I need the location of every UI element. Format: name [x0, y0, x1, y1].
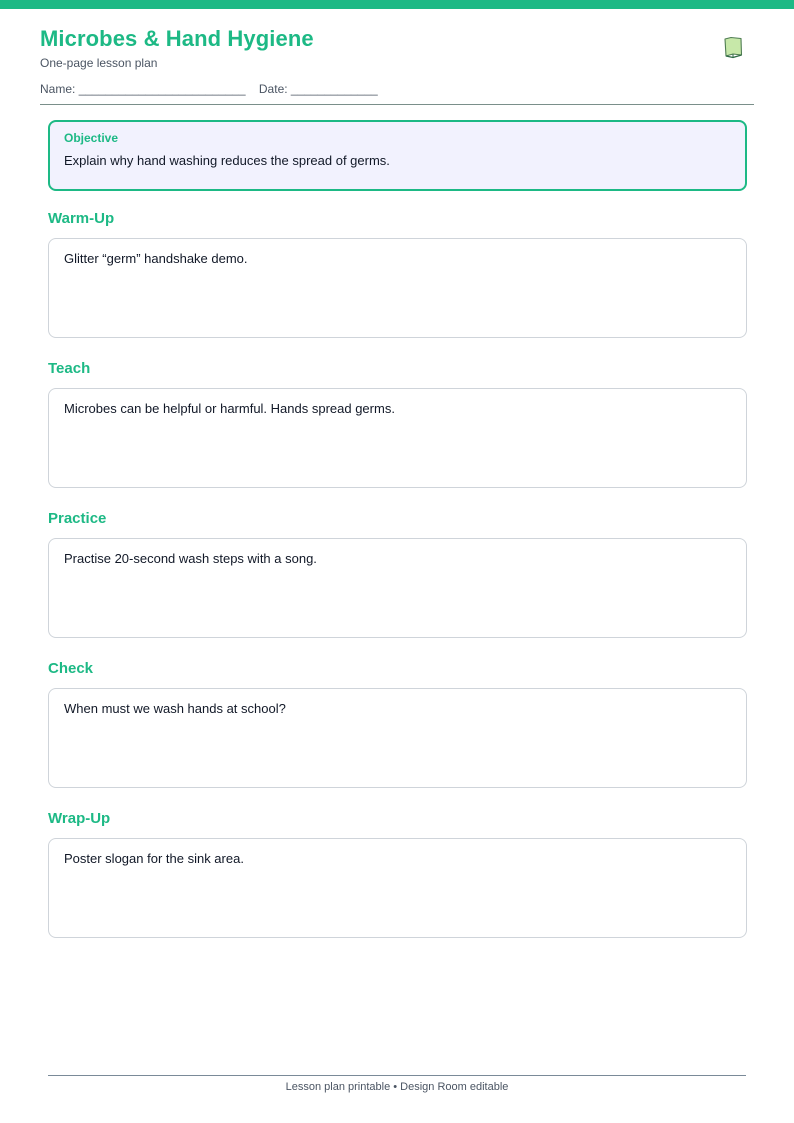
- section-heading-wrap-up: Wrap-Up: [48, 810, 111, 827]
- objective-box: [48, 120, 747, 191]
- section-text-wrap-up: Poster slogan for the sink area.: [64, 851, 244, 866]
- date-label: Date:: [258, 82, 288, 96]
- page-title: Microbes & Hand Hygiene: [40, 26, 314, 51]
- footer-divider: [48, 1075, 746, 1076]
- header-divider: [40, 104, 754, 105]
- section-text-practice: Practise 20-second wash steps with a song.: [64, 551, 317, 566]
- section-text-check: When must we wash hands at school?: [64, 701, 286, 716]
- page-subtitle: One-page lesson plan: [40, 56, 158, 70]
- section-text-warm-up: Glitter “germ” handshake demo.: [64, 251, 248, 266]
- section-box-warm-up[interactable]: [48, 238, 747, 338]
- name-date-row: [40, 82, 378, 96]
- section-heading-practice: Practice: [48, 510, 107, 527]
- name-label: Name:: [40, 82, 76, 96]
- section-heading-warm-up: Warm-Up: [48, 210, 115, 227]
- section-heading-check: Check: [48, 660, 94, 677]
- name-blank-line[interactable]: _________________________: [78, 82, 246, 96]
- section-text-teach: Microbes can be helpful or harmful. Hands spread germs.: [64, 401, 395, 416]
- section-box-check[interactable]: [48, 688, 747, 788]
- section-box-practice[interactable]: [48, 538, 747, 638]
- top-accent-bar: [0, 0, 794, 9]
- book-icon: [722, 35, 744, 59]
- objective-label: Objective: [64, 131, 119, 145]
- section-box-teach[interactable]: [48, 388, 747, 488]
- section-heading-teach: Teach: [48, 360, 91, 377]
- date-blank-line[interactable]: _____________: [290, 82, 378, 96]
- footer-text: Lesson plan printable • Design Room editable: [285, 1081, 509, 1093]
- section-box-wrap-up[interactable]: [48, 838, 747, 938]
- objective-text: Explain why hand washing reduces the spread of germs.: [64, 153, 390, 168]
